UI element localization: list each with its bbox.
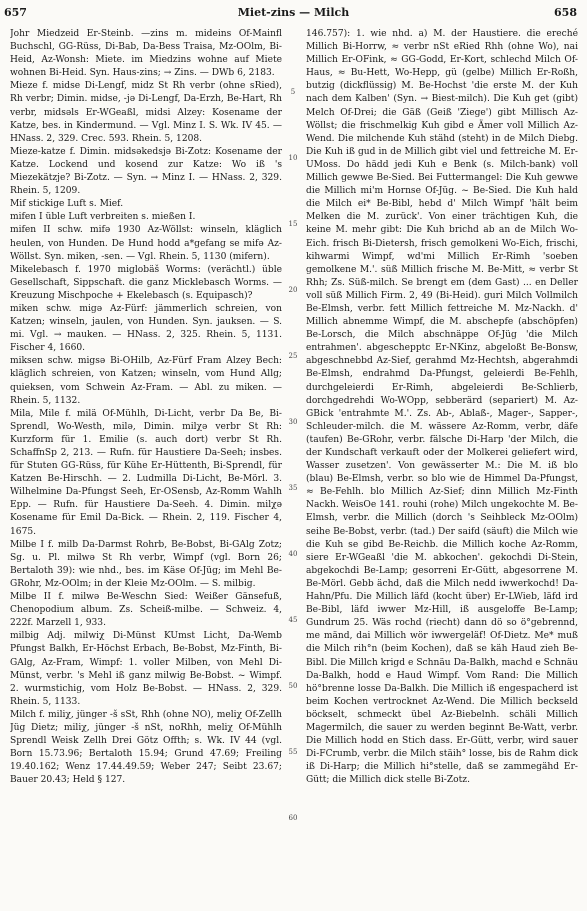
right-column	[306, 28, 578, 908]
left-column	[10, 28, 282, 908]
page-number-left: 657	[4, 6, 27, 19]
entry: miken schw. migə Az-Fürf: jämmerlich schreien, von Katzen; winseln, jaulen, von Hunden. Syn. jauksen. — S. mi. Vgl. → mauken. — HNass. 2, 325. Rhein. 5, 1131. Fischer 4, 1660.	[10, 303, 282, 354]
line-number: 60	[288, 814, 298, 822]
entry: Mila, Mile f. milä Of-Mühlh, Di-Licht, verbr Da Be, Bi-Sprendl, Wo-Westh, milə, Dimin. milχə verbr St Rh: Kurzform für 1. Emilie (s. auch dort) verbr St Rh. SchaffnSp 2, 213. — Rufn. für Haustiere Da-Seeh; insbes. für Stuten GG-Rüss, für Kühe Er-Hüttenth, Bi-Sprendl, für Katzen Be-Hirschh. — 2. Ludmilla Di-Licht, Be-Mörl. 3. Wilhelmine Da-Pfungst Seeh, Er-OSensb, Az-Romm Wahlh Epp. — Rufn. für Haustiere Da-Seeh. 4. Dimin. milχə Kosename für Emil Da-Bick. — Rhein. 2, 119. Fischer 4, 1675.	[10, 408, 282, 537]
line-number: 55	[288, 748, 298, 756]
entry: Milch f. miliχ, jünger -š sSt, Rhh (ohne NO), meliχ Of-Zellh Jüg Dietz; miliχ, jünger -š nSt, noRhh, meliχ Of-Mühlh Sprendl Weisk Zellh Drei Götz Offth; s. Wk. IV 44 (vgl. Born 15.73.96; Bertaloth 15.94; Grund 47.69; Freiling 19.40.162; Wenz 17.44.49.59; Weber 247; Seibt 23.67; Bauer 20.43; Held § 127.	[10, 709, 282, 786]
entry: Mikelebasch f. 1970 miglobäš Worms: (verächtl.) üble Gesellschaft, Sippschaft. die ganz Micklebasch Worms. — Kreuzung Mischpoche + Ekelebasch (s. Equipasch)?	[10, 264, 282, 301]
line-number: 45	[288, 616, 298, 624]
line-number: 20	[288, 286, 298, 294]
line-number-gutter	[284, 28, 302, 908]
line-number: 5	[290, 88, 296, 96]
page-number-right: 658	[554, 6, 577, 19]
line-number: 35	[288, 484, 298, 492]
entry: mifen I üble Luft verbreiten s. mießen I.	[10, 212, 196, 223]
entry: miksen schw. migsə Bi-OHilb, Az-Fürf Fram Alzey Bech: kläglich schreien, von Katzen; winseln, vom Hund Allg; quieksen, vom Schwein Az-Fram. — Abl. zu miken. — Rhein. 5, 1132.	[10, 356, 282, 406]
line-number: 30	[288, 418, 298, 426]
entry: milbig Adj. milwiχ Di-Münst KUmst Licht, Da-Wemb Pfungst Balkh, Er-Höchst Erbach, Be-Bobst, Mz-Finth, Bi-GAlg, Az-Fram, Wimpf: 1. voller Milben, von Mehl Di-Münst, verbr. 's Mehl iß ganz milwig Be-Bobst. ~ Wimpf. 2. wurmstichig, vom Holz Be-Bobst. — HNass. 2, 329. Rhein. 5, 1133.	[10, 631, 282, 707]
entry: Mieze-katze f. Dimin. midsəkedsjə Bi-Zotz: Kosename der Katze. Lockend und kosend zur Katze: Wo iß 's Miezekätzje? Bi-Zotz. — Syn. → Minz I. — HNass. 2, 329. Rhein. 5, 1209.	[10, 146, 282, 197]
page-header	[0, 4, 587, 22]
entry: mifen II schw. mifə 1930 Az-Wöllst: winseln, kläglich heulen, von Hunden. De Hund hodd a*gefang se mifə Az-Wöllst. Syn. miken, -sen. — Vgl. Rhein. 5, 1130 (mifern).	[10, 225, 282, 262]
entry: Mif stickige Luft s. Mief.	[10, 199, 124, 210]
entry: Milbe I f. milb Da-Darmst Rohrb, Be-Bobst, Bi-GAlg Zotz; Sg. u. Pl. milwə St Rh verbr, Wimpf (vgl. Born 26; Bertaloth 39): wie nhd., bes. im Käse Of-Jüg; im Mehl Be-GRohr, Mz-OOlm; in der Kleie Mz-OOlm. — S. milbig.	[10, 539, 282, 589]
line-number: 50	[288, 682, 298, 690]
entry: Mieze f. midse Di-Lengf, midz St Rh verbr (ohne sRied), Rh verbr; Dimin. midse, -jə Di-Lengf, Da-Erzh, Be-Hart, Rh verbr, midsəls Er-WGeaßl, midsi Alzey: Kosename der Katze, bes. in Kindermund. — Vgl. Minz I. S. Wk. IV 45. — HNass. 2, 329. Crec. 593. Rhein. 5, 1208.	[10, 81, 282, 144]
entry: 146.757): 1. wie nhd. a) M. der Haustiere. die ereché Millich Bi-Horrw, ≈ verbr nSt eRied Rhh (ohne Wo), nai Millich Er-OFink, ≈ GG-Godd, Er-Kort, schlechd Milch Of-Haus, ≈ Bu-Hett, Wo-Hepp, gü (gelbe) Millich Er-Roßh, butzig (dickflüssig) M. Be-Hochst 'die erste M. der Kuh nach dem Kalben' (Syn. → Biest-milch). Die Kuh get (gibt) Melch Of-Drei; die Gäß (Geiß 'Ziege') gibt Millisch Az-Wöllst; die frischmelkig Kuh gibd e Ämer voll Millich Az-Wend. Die milchende Kuh stähd (steht) in de Milch Diebg. Die Kuh iß gud in de Millich gibt viel und fettreiche M. Er-UMoss. Do hädd jedi Kuh e Benk (s. Milch-bank) voll Millich gewwe Be-Sied. Bei Futtermangel: Die Kuh gewwe die Millich mi'm Hornse Of-Jüg. ~ Be-Sied. Die Kuh hald die Milch ei* Be-Bibl, hebd d' Milch Wimpf 'hält beim Melken die M. zurück'. Von einer trächtigen Kuh, die keine M. mehr gibt: Die Kuh brichd ab an de Milch Wo-Eich. frisch Bi-Dietersh, frisch gemolkeni Wo-Eich, frischi, kihwarmi Wimpf, wd'mi Millich Er-Rimh 'soeben gemolkene M.'. süß Millich frische M. Be-Mitt, ≈ verbr St Rhh; Zs. Süß-milch. Se brengt em (dem Gast) ... en Deller voll süß Millich Firm. 2, 49 (Bi-Heid). guri Milch Vollmilch Be-Elmsh, verbr. fett Millich fettreiche M. Mz-Nackh. d' Millich abnemme Wimpf, die M. abschepfe (abschöpfen) Be-Lorsch, die Milch abschnäppe Of-Jüg 'die Milch entrahmen'. abgeschepptc Er-NKinz, abgeloßt Be-Bonsw, abgeschnebbd Az-Sief, gerahmd Mz-Hechtsh, abgerahmdi Be-Elmsh, endrahmd Da-Pfungst, geleierdi Be-Fehlh, durchgeleierdi Er-Rimh, abgeleierdi Be-Schlierb, dorchgedrehdi Wo-WOpp, sebberärd (separiert) M. Az-GBick 'entrahmte M.'. Zs. Ab-, Ablaß-, Mager-, Sapper-, Schleuder-milch. die M. wässere Az-Romm, verbr, däfe (taufen) Be-GRohr, verbr. fälsche Di-Harp 'der Milch, die der Kundschaft verkauft oder der Molkerei geliefert wird, Wasser zusetzen'. Von gewässerter M.: Die M. iß blo (blau) Be-Elmsh, verbr. so blo wie de Himmel Da-Pfungst, ≈ Be-Fehlh. blo Millich Az-Sief; dinn Millich Mz-Finth Nackh. WeisOe 141. rouhi (rohe) Milch ungekochte M. Be-Elmsh, verbr. die Millich (dorch 's Seihbleck Mz-OOlm) seihe Be-Bobst, verbr. (tad.) Der saifd (säuft) die Milch wie die Kuh se gibd Be-Reichb. die Millich koche Az-Romm, siere Er-WGeaßl 'die M. abkochen'. gekochdi Di-Stein, abgekochdi Be-Lamp; gesorreni Er-Gütt, abgesorrene M. Be-Mörl. Gebb ächd, daß die Milch nedd iwwerkochd! Da-Hahn/Pfu. Die Millich läfd (kocht über) Er-LWieb, läfd ird Be-Bibl, läfd iwwer Mz-Hill, iß ausgeloffe Be-Lamp; Gundrum 25. Wäs rochd (riecht) dann dö so ö°gebrennd, me mänd, dai Millich wör iwwergeläf! Of-Dietz. Me* muß die Milch rih°n (beim Kochen), daß se käh Haud zieh Be-Bibl. Die Millch krigd e Schnäu Da-Balkh, machd e Schnäu Da-Balkh, hodd e Haud Wimpf. Vom Rand: Die Millich hö°brenne losse Da-Balkh. Die Millich iß engespacherd ist beim Kochen vertrocknet Az-Wend. Die Millich beckseld böckselt, schmeckt übel Az-Biebelnh. schäli Millich Magermilch, die sauer zu werden beginnt Be-Watt, verbr. Die Millich hodd en Stich dass. Er-Gütt, verbr, wird sauer Di-FCrumb, verbr. die Milch stäih° losse, bis de Rahm dick iß Di-Harp; die Millich hi°stelle, daß se zammegähd Er-Gütt; die Millich dick stelle Bi-Zotz.	[306, 29, 578, 786]
running-title: Miet-zins — Milch	[237, 6, 350, 19]
line-number: 25	[288, 352, 298, 360]
line-number: 15	[288, 220, 298, 228]
line-number: 10	[288, 154, 298, 162]
line-number: 40	[288, 550, 298, 558]
entry: Milbe II f. milwə Be-Weschn Sied: Weißer Gänsefuß, Chenopodium album. Zs. Scheiß-milbe. — Schweiz. 4, 222f. Marzell 1, 933.	[10, 592, 282, 629]
entry: Johr Miedzeid Er-Steinb. —zins m. mideins Of-Mainfl Buchschl, GG-Rüss, Di-Bab, Da-Bess Traisa, Mz-OOlm, Bi-Heid, Az-Wonsh: Miete. im Miedzins wohne auf Miete wohnen Bi-Heid. Syn. Haus-zins; → Zins. — DWb 6, 2183.	[10, 29, 282, 79]
